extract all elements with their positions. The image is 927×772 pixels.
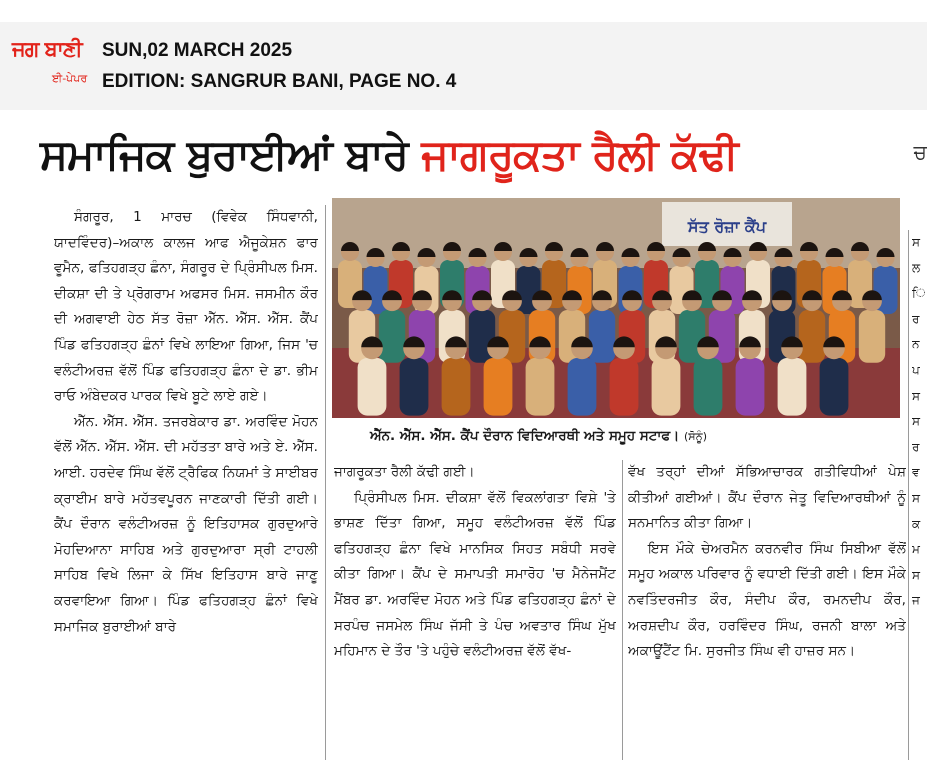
paragraph: ਜਾਗਰੂਕਤਾ ਰੈਲੀ ਕੱਢੀ ਗਈ।	[334, 464, 475, 480]
group-photo-illustration	[332, 198, 900, 418]
column-divider	[908, 230, 909, 760]
paragraph: ਸੰਗਰੂਰ, 1 ਮਾਰਚ (ਵਿਵੇਕ ਸਿੰਧਵਾਨੀ, ਯਾਦਵਿੰਦਰ)–ਅਕਾਲ ਕਾਲਜ ਆਫ ਐਜੂਕੇਸ਼ਨ ਫਾਰ ਵੂਮੈਨ, ਫਤਿਹਗੜ੍ਹ ਛੰਨਾ, ਸੰਗਰੂਰ ਦੇ ਪ੍ਰਿੰਸੀਪਲ ਮਿਸ. ਦੀਕਸ਼ਾ ਦੀ ਤੇ ਪ੍ਰੋਗਰਾਮ ਅਫਸਰ ਮਿਸ. ਜਸਮੀਨ ਕੌਰ ਦੀ ਅਗਵਾਈ ਹੇਠ ਸੱਤ ਰੋਜ਼ਾ ਐੱਨ. ਐੱਸ. ਐੱਸ. ਕੈਂਪ ਪਿੰਡ ਫਤਿਹਗੜ੍ਹ ਛੰਨਾਂ ਵਿਖੇ ਲਾਇਆ ਗਿਆ, ਜਿਸ 'ਚ ਵਲੰਟੀਅਰਜ਼ ਵੱਲੋਂ ਪਿੰਡ ਫਤਿਹਗੜ੍ਹ ਛੰਨਾ ਦੇ ਡਾ. ਭੀਮ ਰਾਓ ਅੰਬੇਦਕਰ ਪਾਰਕ ਵਿਖੇ ਬੂਟੇ ਲਾਏ ਗਏ।	[54, 209, 318, 405]
paragraph: ਐੱਨ. ਐੱਸ. ਐੱਸ. ਤਜਰਬੇਕਾਰ ਡਾ. ਅਰਵਿੰਦ ਮੋਹਨ ਵੱਲੋਂ ਐੱਨ. ਐੱਸ. ਐੱਸ. ਦੀ ਮਹੱਤਤਾ ਬਾਰੇ ਅਤੇ ਏ. ਐੱਸ. ਆਈ. ਹਰਦੇਵ ਸਿੰਘ ਵੱਲੋਂ ਟ੍ਰੈਫਿਕ ਨਿਯਮਾਂ ਤੇ ਸਾਈਬਰ ਕ੍ਰਾਈਮ ਬਾਰੇ ਮਹੱਤਵਪੂਰਨ ਜਾਣਕਾਰੀ ਦਿੱਤੀ ਗਈ। ਕੈਂਪ ਦੌਰਾਨ ਵਲੰਟੀਅਰਜ਼ ਨੂੰ ਇਤਿਹਾਸਕ ਗੁਰਦੁਆਰੇ ਮੋਹਦਿਆਨਾ ਸਾਹਿਬ ਅਤੇ ਗੁਰਦੁਆਰਾ ਸ੍ਰੀ ਟਾਹਲੀ ਸਾਹਿਬ ਵਿਖੇ ਲਿਜਾ ਕੇ ਸਿੱਖ ਇਤਿਹਾਸ ਬਾਰੇ ਜਾਣੂ ਕਰਵਾਇਆ ਗਿਆ। ਪਿੰਡ ਫਤਿਹਗੜ੍ਹ ਛੰਨਾਂ ਵਿਖੇ ਸਮਾਜਿਕ ਬੁਰਾਈਆਂ ਬਾਰੇ	[54, 413, 318, 635]
article-column-1	[54, 205, 318, 765]
photo-credit: (ਸੋਨੂੰ)	[683, 430, 707, 443]
headline-black: ਸਮਾਜਿਕ ਬੁਰਾਈਆਂ ਬਾਰੇ	[40, 130, 408, 179]
adjacent-article-column: ਸ ਲ ਿ ਰ ਨ ਪ ਸ ਸ ਰ ਵ ਸ ਕ ਮ ਸ ਜ	[912, 235, 926, 608]
issue-date: SUN,02 MARCH 2025	[102, 40, 293, 61]
epaper-header	[0, 22, 927, 110]
paragraph: ਪ੍ਰਿੰਸੀਪਲ ਮਿਸ. ਦੀਕਸ਼ਾ ਵੱਲੋਂ ਵਿਕਲਾਂਗਤਾ ਵਿਸ਼ੇ 'ਤੇ ਭਾਸ਼ਣ ਦਿੱਤਾ ਗਿਆ, ਸਮੂਹ ਵਲੰਟੀਅਰਜ਼ ਵੱਲੋਂ ਪਿੰਡ ਫਤਿਹਗੜ੍ਹ ਛੰਨਾ ਵਿਖੇ ਮਾਨਸਿਕ ਸਿਹਤ ਸਬੰਧੀ ਸਰਵੇ ਕੀਤਾ ਗਿਆ। ਕੈਂਪ ਦੇ ਸਮਾਪਤੀ ਸਮਾਰੋਹ 'ਚ ਮੈਨੇਜਮੈਂਟ ਮੈਂਬਰ ਡਾ. ਅਰਵਿੰਦ ਮੋਹਨ ਅਤੇ ਪਿੰਡ ਫਤਿਹਗੜ੍ਹ ਛੰਨਾਂ ਦੇ ਸਰਪੰਚ ਜਸਮੇਲ ਸਿੰਘ ਜੱਸੀ ਤੇ ਪੰਚ ਅਵਤਾਰ ਸਿੰਘ ਮੁੱਖ ਮਹਿਮਾਨ ਦੇ ਤੌਰ 'ਤੇ ਪਹੁੰਚੇ ਵਲੰਟੀਅਰਜ਼ ਵੱਲੋਂ ਵੱਖ-	[334, 489, 616, 660]
edition-info: EDITION: SANGRUR BANI, PAGE NO. 4	[102, 71, 457, 92]
article-column-3	[628, 460, 906, 760]
article-column-2	[334, 460, 616, 760]
adjacent-article-edge: ਚ	[913, 140, 927, 164]
newspaper-clipping	[0, 110, 927, 772]
logo-text: ਜਗ ਬਾਣੀ	[12, 36, 82, 61]
logo-subtext: ਈ-ਪੇਪਰ	[52, 72, 88, 85]
paragraph: ਇਸ ਮੌਕੇ ਚੇਅਰਮੈਨ ਕਰਨਵੀਰ ਸਿੰਘ ਸਿਬੀਆ ਵੱਲੋਂ ਸਮੂਹ ਅਕਾਲ ਪਰਿਵਾਰ ਨੂੰ ਵਧਾਈ ਦਿੱਤੀ ਗਈ। ਇਸ ਮੌਕੇ ਨਵਤਿੰਦਰਜੀਤ ਕੌਰ, ਸੰਦੀਪ ਕੌਰ, ਰਮਨਦੀਪ ਕੌਰ, ਅਰਸ਼ਦੀਪ ਕੌਰ, ਹਰਵਿੰਦਰ ਸਿੰਘ, ਰਜਨੀ ਬਾਲਾ ਅਤੇ ਅਕਾਊਂਟੈਂਟ ਮਿ. ਸੁਰਜੀਤ ਸਿੰਘ ਵੀ ਹਾਜ਼ਰ ਸਨ।	[628, 540, 906, 660]
paragraph: ਵੱਖ ਤਰ੍ਹਾਂ ਦੀਆਂ ਸੱਭਿਆਚਾਰਕ ਗਤੀਵਿਧੀਆਂ ਪੇਸ਼ ਕੀਤੀਆਂ ਗਈਆਂ। ਕੈਂਪ ਦੌਰਾਨ ਜੇਤੂ ਵਿਦਿਆਰਥੀਆਂ ਨੂੰ ਸਨਮਾਨਿਤ ਕੀਤਾ ਗਿਆ।	[628, 464, 906, 532]
article-headline	[40, 130, 738, 180]
jagbani-logo[interactable]	[12, 36, 92, 100]
group-photo	[332, 198, 900, 418]
headline-red: ਜਾਗਰੂਕਤਾ ਰੈਲੀ ਕੱਢੀ	[421, 130, 738, 179]
photo-caption	[370, 428, 910, 444]
column-divider	[325, 205, 326, 760]
caption-text: ਐੱਨ. ਐੱਸ. ਐੱਸ. ਕੈਂਪ ਦੌਰਾਨ ਵਿਦਿਆਰਥੀ ਅਤੇ ਸਮੂਹ ਸਟਾਫ।	[370, 428, 680, 444]
column-divider	[622, 460, 623, 760]
photo-banner-text: ਸੱਤ ਰੋਜ਼ਾ ਕੈਂਪ	[687, 217, 767, 236]
